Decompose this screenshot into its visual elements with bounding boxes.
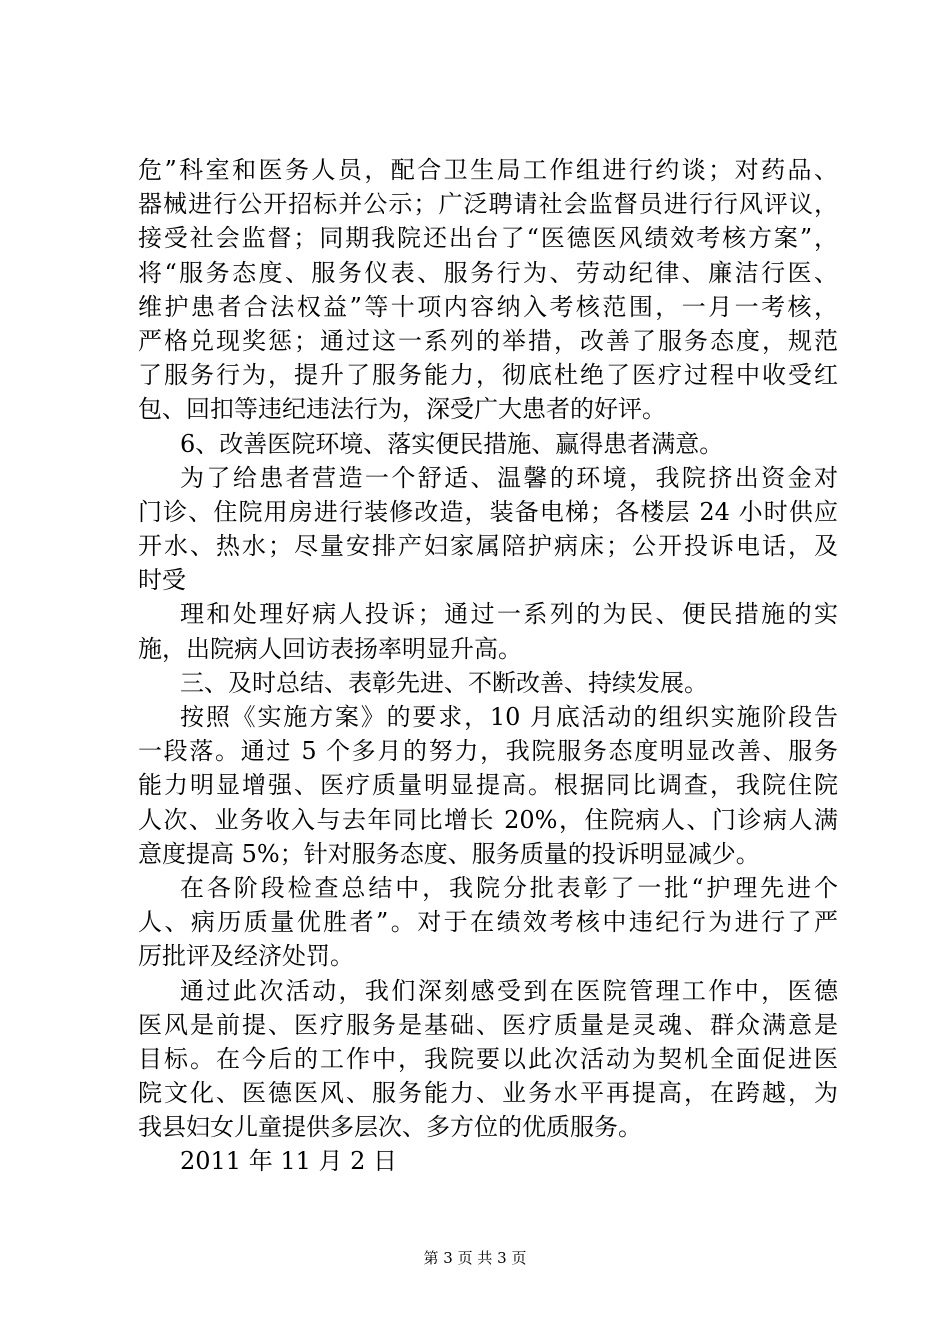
text-line: 医风是前提、医疗服务是基础、医疗质量是灵魂、群众满意是 bbox=[138, 1010, 838, 1039]
text-line: 接受社会监督；同期我院还出台了“医德医风绩效考核方案”， bbox=[138, 224, 838, 253]
text-line: 2011 年 11 月 2 日 bbox=[180, 1147, 398, 1176]
text-line: 按照《实施方案》的要求，10 月底活动的组织实施阶段告 bbox=[180, 703, 838, 731]
text-line: 我县妇女儿童提供多层次、多方位的优质服务。 bbox=[138, 1113, 642, 1142]
text-line: 三、及时总结、表彰先进、不断改善、持续发展。 bbox=[180, 668, 708, 697]
text-line: 门诊、住院用房进行装修改造，装备电梯；各楼层 24 小时供应 bbox=[138, 497, 838, 526]
text-line: 器械进行公开招标并公示；广泛聘请社会监督员进行行风评议， bbox=[138, 190, 838, 219]
text-line: 开水、热水；尽量安排产妇家属陪护病床；公开投诉电话，及 bbox=[138, 532, 838, 561]
text-line: 在各阶段检查总结中，我院分批表彰了一批“护理先进个 bbox=[180, 873, 838, 902]
text-line: 目标。在今后的工作中，我院要以此次活动为契机全面促进医 bbox=[138, 1044, 838, 1073]
document-body bbox=[138, 153, 838, 1179]
text-line: 一段落。通过 5 个多月的努力，我院服务态度明显改善、服务 bbox=[138, 737, 838, 766]
text-line: 了服务行为，提升了服务能力，彻底杜绝了医疗过程中收受红 bbox=[138, 361, 838, 390]
text-line: 施，出院病人回访表扬率明显升高。 bbox=[138, 634, 522, 663]
text-line: 通过此次活动，我们深刻感受到在医院管理工作中，医德 bbox=[180, 976, 838, 1005]
text-line: 人次、业务收入与去年同比增长 20%，住院病人、门诊病人满 bbox=[138, 805, 838, 834]
text-line: 厉批评及经济处罚。 bbox=[138, 942, 354, 971]
text-line: 能力明显增强、医疗质量明显提高。根据同比调查，我院住院 bbox=[138, 771, 838, 800]
text-line: 意度提高 5%；针对服务态度、服务质量的投诉明显减少。 bbox=[138, 839, 760, 868]
page-footer: 第 3 页 共 3 页 bbox=[423, 1249, 527, 1267]
text-line: 为了给患者营造一个舒适、温馨的环境，我院挤出资金对 bbox=[180, 463, 838, 492]
text-line: 院文化、医德医风、服务能力、业务水平再提高，在跨越，为 bbox=[138, 1079, 838, 1108]
text-line: 人、病历质量优胜者”。对于在绩效考核中违纪行为进行了严 bbox=[138, 908, 838, 937]
text-line: 将“服务态度、服务仪表、服务行为、劳动纪律、廉洁行医、 bbox=[138, 258, 838, 287]
text-line: 严格兑现奖惩；通过这一系列的举措，改善了服务态度，规范 bbox=[138, 326, 838, 355]
text-line: 维护患者合法权益”等十项内容纳入考核范围，一月一考核， bbox=[138, 292, 838, 321]
text-line: 理和处理好病人投诉；通过一系列的为民、便民措施的实 bbox=[180, 600, 838, 629]
text-line: 危”科室和医务人员，配合卫生局工作组进行约谈；对药品、 bbox=[138, 156, 838, 184]
text-line: 时受 bbox=[138, 566, 186, 595]
text-line: 包、回扣等违纪违法行为，深受广大患者的好评。 bbox=[138, 395, 666, 424]
text-line: 6、改善医院环境、落实便民措施、赢得患者满意。 bbox=[180, 429, 724, 458]
